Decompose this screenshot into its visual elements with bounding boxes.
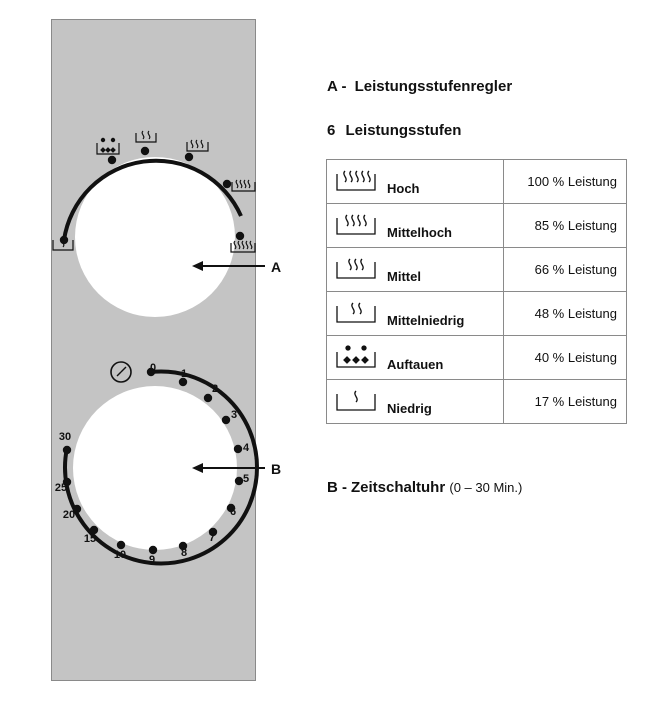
power-dial-dot — [60, 236, 68, 244]
level-name: Hoch — [387, 181, 420, 196]
callout-label-b: B — [271, 461, 282, 477]
timer-range: (0 – 30 Min.) — [449, 480, 523, 495]
heat-5-waves-icon — [335, 168, 379, 194]
power-dial-dot — [236, 232, 244, 240]
timer-tick-label: 15 — [83, 533, 97, 545]
level-name-cell — [327, 248, 504, 292]
timer-tick-label: 9 — [148, 554, 156, 566]
level-name: Mittelhoch — [387, 225, 452, 240]
timer-tick-label: 1 — [180, 368, 188, 380]
clock-icon — [111, 362, 131, 382]
power-dial-dot — [223, 180, 231, 188]
table-row — [327, 380, 627, 424]
heat-2-waves-icon — [335, 300, 379, 326]
timer-tick-label: 6 — [229, 506, 237, 518]
table-row — [327, 160, 627, 204]
level-name-cell — [327, 292, 504, 336]
timer-dial-dot — [235, 477, 243, 485]
power-regulator-title — [327, 78, 512, 95]
defrost-icon — [97, 138, 119, 154]
timer-title — [327, 479, 522, 496]
level-value: 100 % Leistung — [504, 160, 627, 204]
power-knob-group — [53, 131, 281, 317]
medium-heat-icon — [136, 131, 156, 142]
table-row — [327, 336, 627, 380]
heat-1-wave-icon — [335, 388, 379, 414]
level-name-cell — [327, 336, 504, 380]
timer-tick-label: 30 — [58, 431, 72, 443]
timer-letter: B - — [327, 479, 347, 496]
medium-heat-icon — [187, 140, 208, 151]
table-row — [327, 248, 627, 292]
timer-tick-label: 4 — [242, 442, 250, 454]
timer-tick-label: 5 — [242, 473, 250, 485]
timer-tick-label: 3 — [230, 409, 238, 421]
level-value: 48 % Leistung — [504, 292, 627, 336]
table-row — [327, 292, 627, 336]
callout-label-a: A — [271, 259, 282, 275]
level-name-cell — [327, 160, 504, 204]
level-name-cell — [327, 380, 504, 424]
level-name: Mittel — [387, 269, 421, 284]
timer-tick-label: 7 — [208, 532, 216, 544]
timer-dial-dot — [234, 445, 242, 453]
timer-tick-label: 0 — [149, 362, 157, 374]
timer-dial-dot — [204, 394, 212, 402]
timer-tick-label: 10 — [113, 549, 127, 561]
levels-heading — [327, 122, 461, 139]
level-name: Auftauen — [387, 357, 444, 372]
level-name: Niedrig — [387, 401, 432, 416]
full-heat-icon — [231, 241, 255, 252]
timer-dial-dot — [222, 416, 230, 424]
power-regulator-letter: A - — [327, 78, 347, 95]
heat-3-waves-icon — [335, 256, 379, 282]
heat-4-waves-icon — [335, 212, 379, 238]
level-value: 66 % Leistung — [504, 248, 627, 292]
levels-heading-text: Leistungsstufen — [345, 122, 462, 139]
timer-dial-dot — [63, 446, 71, 454]
level-value: 17 % Leistung — [504, 380, 627, 424]
power-levels-table — [326, 159, 627, 424]
power-dial-dot — [108, 156, 116, 164]
timer-knob-group — [55, 362, 281, 566]
table-row — [327, 204, 627, 248]
power-dial-dot — [185, 153, 193, 161]
power-dial-dot — [141, 147, 149, 155]
defrost-icon — [335, 344, 379, 370]
timer-dial-dot — [117, 541, 125, 549]
high-heat-icon — [232, 180, 255, 191]
timer-tick-label: 20 — [62, 509, 76, 521]
power-regulator-name: Leistungsstufenregler — [354, 78, 513, 95]
level-name: Mittelniedrig — [387, 313, 465, 328]
timer-dial-dot — [149, 546, 157, 554]
levels-count: 6 — [327, 122, 336, 139]
level-value: 40 % Leistung — [504, 336, 627, 380]
level-name-cell — [327, 204, 504, 248]
timer-tick-label: 8 — [180, 547, 188, 559]
timer-tick-label: 25 — [54, 482, 68, 494]
level-value: 85 % Leistung — [504, 204, 627, 248]
timer-tick-label: 2 — [211, 383, 219, 395]
timer-name: Zeitschaltuhr — [351, 479, 446, 496]
